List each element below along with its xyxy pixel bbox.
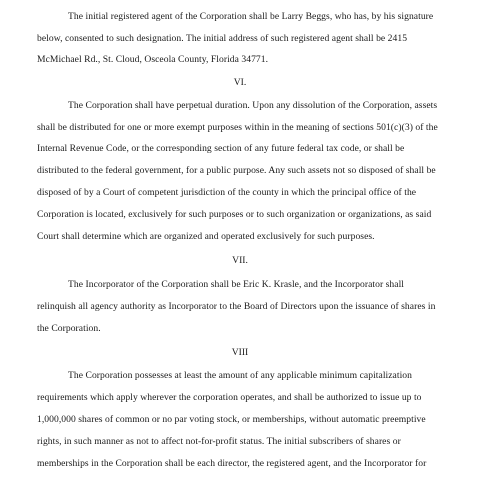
- agent-line-2: below, consented to such designation. The initial address of such registered agent shall be 2415: [37, 33, 408, 44]
- section-vi-line-3: Internal Revenue Code, or the corresponding section of any future federal tax code, or shall be: [37, 143, 405, 154]
- section-vii-line-3: the Corporation.: [37, 323, 101, 334]
- section-vi-line-1: The Corporation shall have perpetual duration. Upon any dissolution of the Corporation, assets: [68, 100, 438, 111]
- section-vii-heading: VII.: [232, 255, 248, 266]
- agent-line-3: McMichael Rd., St. Cloud, Osceola County, Florida 34771.: [37, 54, 269, 65]
- section-vi-line-6: Corporation is located, exclusively for such purposes or to such organization or organizations, as said: [37, 209, 432, 220]
- section-vi-line-2: shall be distributed for one or more exempt purposes within in the meaning of sections 501(c)(3) of the: [37, 122, 438, 133]
- section-viii-heading: VIII: [231, 347, 249, 358]
- section-viii-line-5: memberships in the Corporation shall be each director, the registered agent, and the Incorporator for: [37, 458, 427, 469]
- section-vi-line-5: disposed of by a Court of competent jurisdiction of the county in which the principal office of the: [37, 187, 417, 198]
- section-viii-line-1: The Corporation possesses at least the amount of any applicable minimum capitalization: [68, 370, 412, 381]
- section-vi-line-7: Court shall determine which are organized and operated exclusively for such purposes.: [37, 231, 375, 242]
- section-viii-line-4: rights, in such manner as not to affect not-for-profit status. The initial subscribers of shares or: [37, 436, 401, 447]
- section-vii-line-2: relinquish all agency authority as Incorporator to the Board of Directors upon the issuance of shares in: [37, 301, 436, 312]
- section-viii-line-3: 1,000,000 shares of common or no par voting stock, or memberships, without automatic preemptive: [37, 414, 426, 425]
- section-vii-line-1: The Incorporator of the Corporation shall be Eric K. Krasle, and the Incorporator shall: [68, 279, 405, 290]
- section-vi-line-4: distributed to the federal government, for a public purpose. Any such assets not so disposed of shall be: [37, 165, 436, 176]
- section-viii-line-2: requirements which apply wherever the corporation operates, and shall be authorized to issue up to: [37, 392, 422, 403]
- section-vi-heading: VI.: [233, 77, 247, 88]
- agent-line-1: The initial registered agent of the Corporation shall be Larry Beggs, who has, by his signature: [68, 11, 434, 22]
